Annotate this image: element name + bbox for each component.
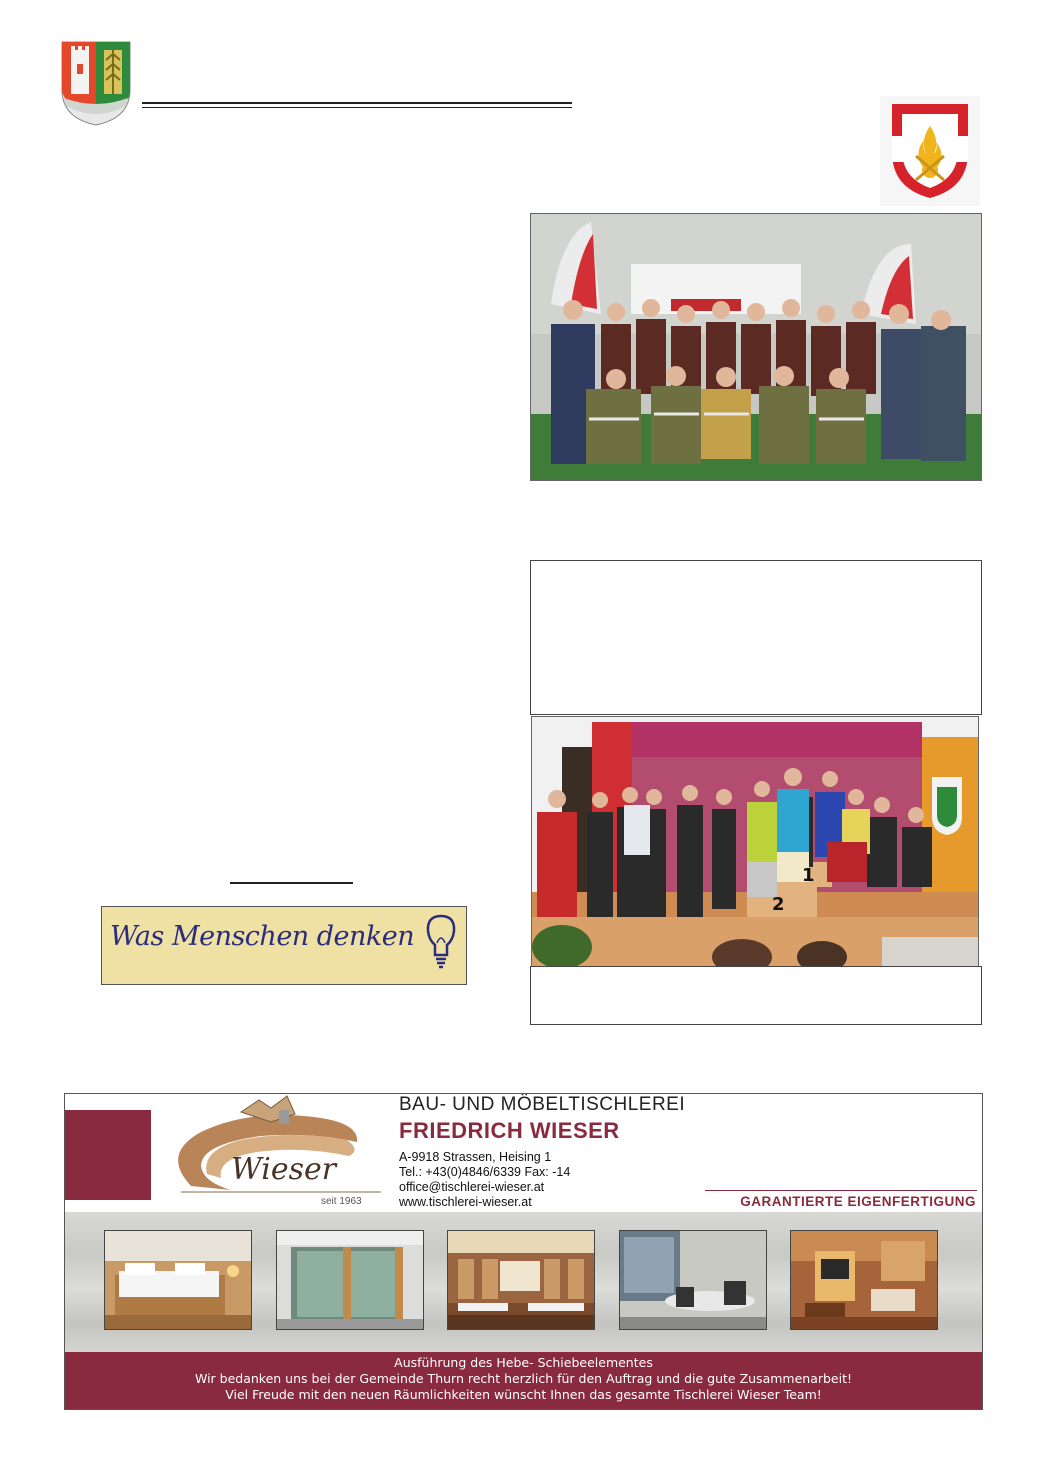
section-rule [230,882,353,884]
logo-wordmark: Wieser [231,1152,337,1187]
municipal-crest-icon [60,40,132,126]
stage-winners-photo [531,716,979,968]
bedroom-photo [104,1230,252,1330]
header-rule-secondary [142,107,572,108]
logo-since: seit 1963 [321,1196,362,1207]
ad-website[interactable]: www.tischlerei-wieser.at [399,1195,532,1209]
header-rule [142,102,572,104]
photo-caption-box [530,560,982,715]
wieser-logo [161,1094,393,1212]
was-menschen-denken-banner [101,906,467,985]
ad-phone: Tel.: +43(0)4846/6339 Fax: -14 [399,1165,571,1179]
ad-guarantee: GARANTIERTE EIGENFERTIGUNG [740,1194,976,1209]
glass-sliding-door-photo [276,1230,424,1330]
banner-text: Was Menschen denken [110,921,415,952]
ad-maroon-block [65,1110,151,1200]
ad-company-name: FRIEDRICH WIESER [399,1118,620,1143]
ad-heading: BAU- UND MÖBELTISCHLEREI [399,1094,686,1115]
stage-photo-caption-box [530,966,982,1025]
wood-texture-strip [65,1212,982,1352]
living-room-photo [790,1230,938,1330]
tischlerei-wieser-advertisement [64,1093,983,1410]
ad-email[interactable]: office@tischlerei-wieser.at [399,1180,545,1194]
ad-footer-line-3: Viel Freude mit den neuen Räumlichkeiten wünscht Ihnen das gesamte Tischlerei Wieser Team! [225,1387,822,1402]
podium-number-2: 2 [772,894,785,915]
fire-brigade-group-photo [530,213,982,481]
office-photo [619,1230,767,1330]
ad-footer [65,1352,982,1409]
podium-number-1: 1 [802,865,815,886]
guarantee-rule [705,1190,977,1191]
fire-brigade-emblem-icon [880,96,980,206]
light-bulb-icon [424,913,458,971]
ad-footer-line-2: Wir bedanken uns bei der Gemeinde Thurn recht herzlich für den Auftrag und die gute Zusammenarbeit! [194,1371,852,1386]
ad-footer-line-1: Ausführung des Hebe- Schiebeelementes [394,1355,653,1370]
ad-address: A-9918 Strassen, Heising 1 [399,1150,552,1164]
dining-hall-photo [447,1230,595,1330]
